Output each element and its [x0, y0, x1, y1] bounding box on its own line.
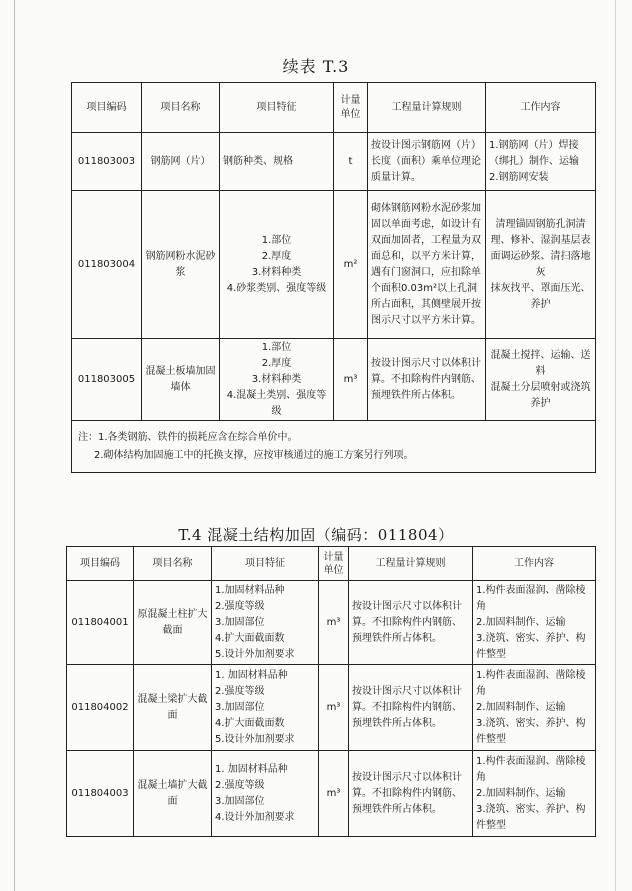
feature-line: 1.部位: [261, 341, 292, 353]
header-rule: 工程量计算规则: [349, 547, 473, 581]
cell-code: 011803005: [72, 339, 142, 421]
cell-code: 011803003: [72, 133, 142, 191]
cell-rule: 按设计图示钢筋网（片）长度（面积）乘单位理论质量计算。: [368, 133, 486, 191]
cell-name: 混凝土板墙加固墙体: [142, 339, 220, 421]
cell-name: 钢筋网粉水泥砂浆: [142, 191, 220, 339]
work-line: 2.加固料制作、运输: [476, 616, 566, 628]
table-header-row: [72, 83, 596, 133]
table-row: [67, 581, 596, 665]
feature-line: 2.强度等级: [215, 600, 265, 612]
header-rule: 工程量计算规则: [368, 83, 486, 133]
work-line: 清理锚固钢筋孔洞清理、修补、湿润基层表面调运砂浆、清扫落地灰: [490, 218, 591, 278]
table-title-t3: 续表 T.3: [282, 57, 350, 76]
cell-name: 混凝土墙扩大截面: [134, 751, 212, 837]
notes-row: [72, 421, 596, 473]
cell-rule: 按设计图示尺寸以体积计算。不扣除构件内钢筋、预埋铁件所占体积。: [368, 339, 486, 421]
work-line: 2.加固料制作、运输: [476, 787, 566, 799]
table-t3: [71, 82, 596, 473]
cell-work: [473, 751, 596, 837]
table-t4: [66, 546, 596, 837]
feature-line: 4.设计外加剂要求: [215, 811, 295, 823]
work-line: 1.构件表面湿润、凿除棱角: [476, 669, 586, 697]
cell-work: [486, 191, 596, 339]
header-work: 工作内容: [473, 547, 596, 581]
feature-line: 2.厚度: [261, 357, 292, 369]
feature-line: 3.材料种类: [251, 266, 302, 278]
cell-code: 011804001: [67, 581, 134, 665]
header-features: 项目特征: [220, 83, 334, 133]
table-row: [72, 339, 596, 421]
header-unit: 计量 单位: [334, 83, 368, 133]
cell-features: [212, 751, 319, 837]
feature-line: 1. 加固材料品种: [215, 763, 288, 775]
cell-work: [486, 339, 596, 421]
cell-unit: m³: [319, 581, 349, 665]
cell-rule: 按设计图示尺寸以体积计算。不扣除构件内钢筋、预埋铁件所占体积。: [349, 665, 473, 751]
work-line: 1.构件表面湿润、凿除棱角: [476, 584, 586, 612]
feature-line: 5.设计外加剂要求: [215, 733, 295, 745]
cell-unit: m³: [319, 665, 349, 751]
table-row: [67, 665, 596, 751]
feature-line: 1.加固材料品种: [215, 584, 285, 596]
table-title-t4: T.4 混凝土结构加固（编码：011804）: [178, 526, 454, 544]
cell-name: 原混凝土柱扩大截面: [134, 581, 212, 665]
cell-rule: 按设计图示尺寸以体积计算。不扣除构件内钢筋、预埋铁件所占体积。: [349, 751, 473, 837]
cell-name: 混凝土梁扩大截面: [134, 665, 212, 751]
feature-line: 3.材料种类: [251, 373, 302, 385]
feature-line: 4.混凝土类别、强度等级: [226, 389, 327, 417]
feature-line: 1. 加固材料品种: [215, 669, 288, 681]
table-header-row: [67, 547, 596, 581]
page-edge-line-right: [615, 0, 616, 891]
cell-unit: t: [334, 133, 368, 191]
work-line: 2.加固料制作、运输: [476, 701, 566, 713]
cell-code: 011803004: [72, 191, 142, 339]
page-edge-line: [14, 0, 15, 891]
work-line: 1.钢筋网（片）焊接（绑扎）制作、运输: [489, 139, 579, 167]
feature-line: 5.设计外加剂要求: [215, 648, 295, 660]
cell-work: [473, 665, 596, 751]
cell-rule: 砌体钢筋网粉水泥砂浆加固以单面考虑，如设计有双面加固者，工程量为双面总和，以平方米计算，遇有门窗洞口，应扣除单个面积0.03m²以上孔洞所占面积，其侧壁展开按图示尺寸以平方米计算。: [368, 191, 486, 339]
cell-features: [212, 581, 319, 665]
cell-features: [212, 665, 319, 751]
header-code: 项目编码: [67, 547, 134, 581]
cell-features: [220, 339, 334, 421]
note-line: 注：1.各类钢筋、铁件的损耗应含在综合单价中。: [78, 431, 298, 443]
table-notes: [72, 421, 596, 473]
feature-line: 钢筋种类、规格: [223, 155, 293, 167]
work-line: 3.浇筑、密实、养护、构件整型: [476, 717, 586, 745]
cell-work: [473, 581, 596, 665]
feature-line: 2.强度等级: [215, 685, 265, 697]
cell-rule: 按设计图示尺寸以体积计算。不扣除构件内钢筋、预埋铁件所占体积。: [349, 581, 473, 665]
cell-features: [220, 133, 334, 191]
work-line: 混凝土分层喷射或浇筑: [490, 381, 591, 393]
table-row: [72, 191, 596, 339]
header-code: 项目编码: [72, 83, 142, 133]
feature-line: 2.厚度: [261, 250, 292, 262]
feature-line: 4.砂浆类别、强度等级: [226, 282, 327, 294]
work-line: 混凝土搅拌、运输、送料: [490, 349, 591, 377]
cell-name: 钢筋网（片）: [142, 133, 220, 191]
work-line: 1.构件表面湿润、凿除棱角: [476, 755, 586, 783]
feature-line: 3.加固部位: [215, 795, 265, 807]
header-work: 工作内容: [486, 83, 596, 133]
header-name: 项目名称: [134, 547, 212, 581]
feature-line: 3.加固部位: [215, 616, 265, 628]
table-row: [72, 133, 596, 191]
header-name: 项目名称: [142, 83, 220, 133]
cell-unit: m³: [334, 339, 368, 421]
feature-line: 4.扩大面截面数: [215, 717, 285, 729]
cell-unit: m²: [334, 191, 368, 339]
feature-line: 1.部位: [261, 234, 292, 246]
work-line: 2.钢筋网安装: [489, 171, 549, 183]
cell-code: 011804003: [67, 751, 134, 837]
work-line: 养护: [530, 397, 551, 409]
cell-work: [486, 133, 596, 191]
cell-features: [220, 191, 334, 339]
note-line: 2.砌体结构加固施工中的托换支撑，应按审核通过的施工方案另行列项。: [94, 449, 414, 461]
cell-code: 011804002: [67, 665, 134, 751]
feature-line: 4.扩大面截面数: [215, 632, 285, 644]
work-line: 3.浇筑、密实、养护、构件整型: [476, 632, 586, 660]
work-line: 抹灰找平、罩面压光、养护: [490, 282, 591, 310]
feature-line: 3.加固部位: [215, 701, 265, 713]
cell-unit: m³: [319, 751, 349, 837]
feature-line: 2.强度等级: [215, 779, 265, 791]
header-unit: 计量 单位: [319, 547, 349, 581]
header-features: 项目特征: [212, 547, 319, 581]
table-row: [67, 751, 596, 837]
work-line: 3.浇筑、密实、养护、构件整型: [476, 803, 586, 831]
